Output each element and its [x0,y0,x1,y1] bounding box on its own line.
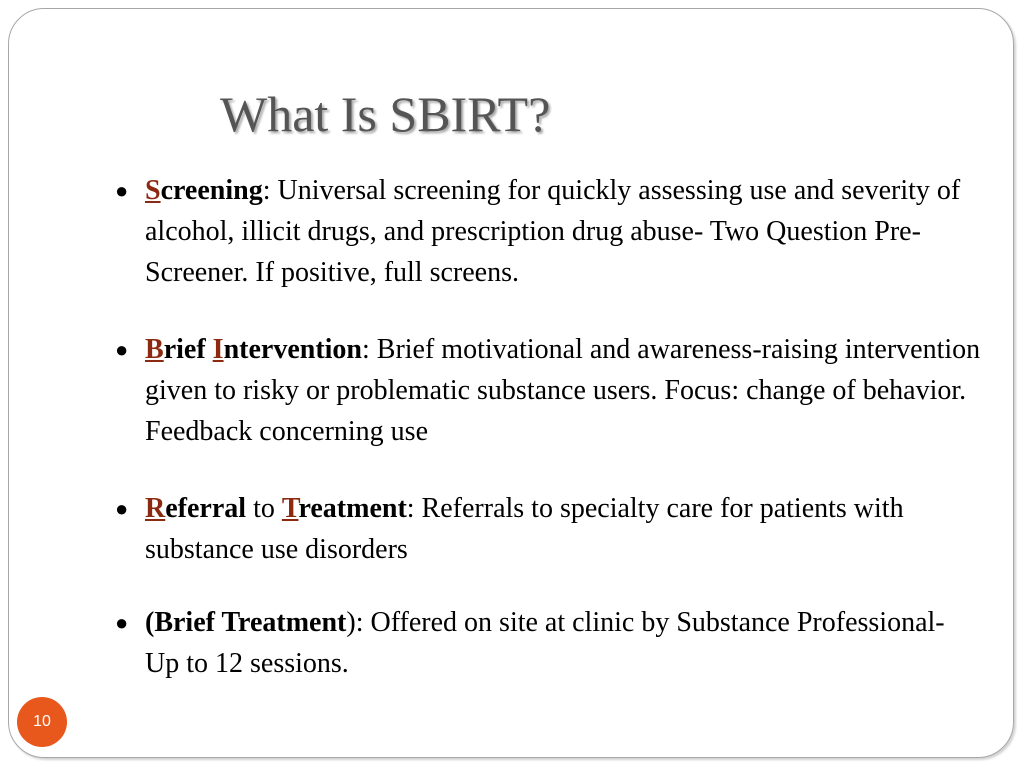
page-number-badge: 10 [17,697,67,747]
bullet-dot-icon: ● [115,178,129,203]
term-intervention: ntervention [223,334,362,365]
term-treatment: reatment [298,493,407,524]
bullet-dot-icon: ● [115,496,129,521]
bullet-dot-icon: ● [115,337,129,362]
accent-letter-t: T [281,493,299,524]
word-to: to [246,493,282,524]
bullet-screening [113,170,983,293]
screening-description: : Universal screening for quickly assessing use and severity of alcohol, illicit drugs, and prescription drug abuse- Two Question Pre-Screener. If positive, full screens. [145,175,961,288]
term-brief-treatment: Brief Treatment [154,607,347,638]
accent-letter-b: B [145,334,164,365]
bullet-brief-intervention [113,329,983,452]
bullet-referral-treatment [113,488,983,570]
paren-close: ) [346,607,356,638]
intervention-description: : Brief motivational and awareness-raising intervention given to risky or problematic substance users. Focus: change of behavior. Feedback concerning use [145,334,981,447]
bullet-brief-treatment [113,602,983,684]
term-brief: rief [163,334,213,365]
bullet-list [113,170,983,720]
brief-treatment-description: : Offered on site at clinic by Substance Professional- Up to 12 sessions. [145,607,945,679]
term-screening: creening [160,175,263,206]
accent-letter-s: S [145,175,161,206]
slide-title: What Is SBIRT? [220,86,551,142]
referral-description: : Referrals to specialty care for patients with substance use disorders [145,493,904,565]
term-referral: eferral [165,493,247,524]
accent-letter-r: R [145,493,166,524]
bullet-dot-icon: ● [115,610,129,635]
accent-letter-i: I [212,334,224,365]
paren-open: ( [145,607,155,638]
